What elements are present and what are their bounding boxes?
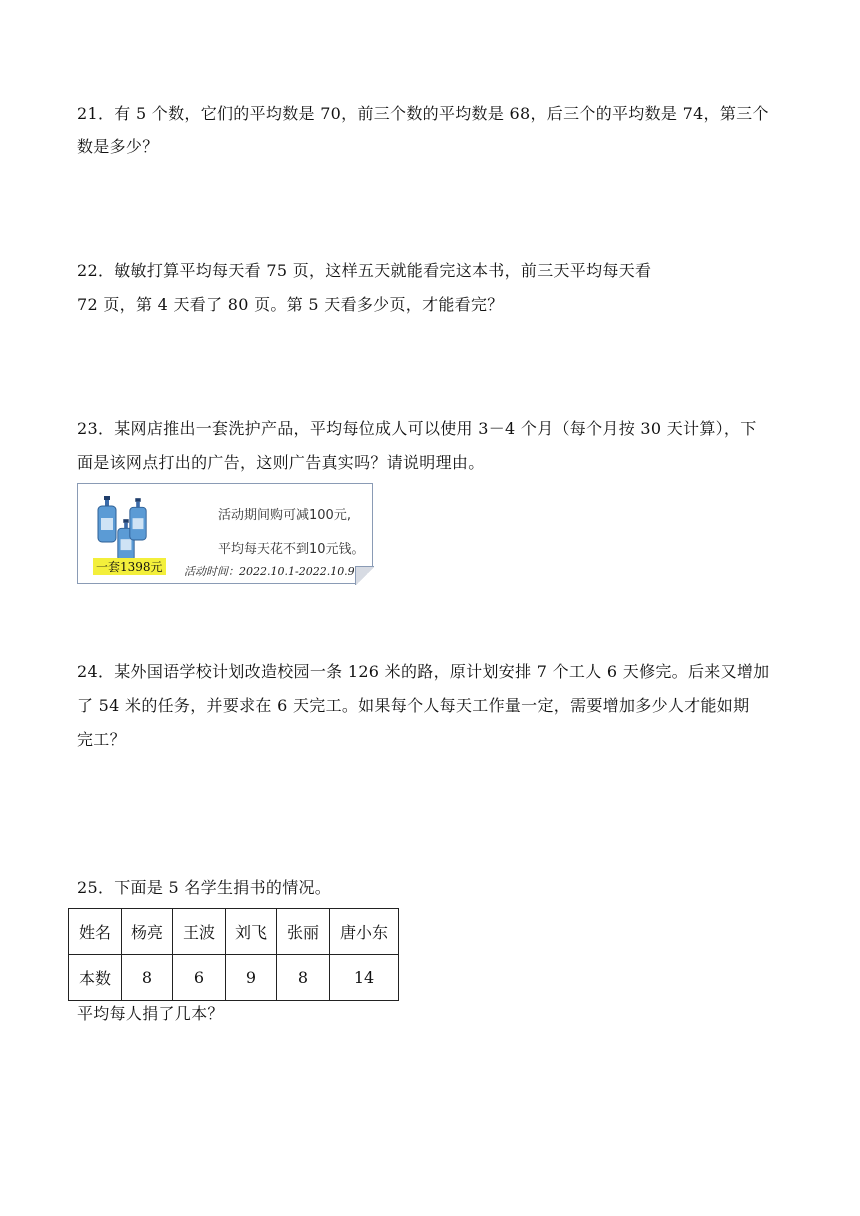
table-cell: 8 — [122, 955, 173, 1001]
q21-line2: 数是多少？ — [77, 137, 159, 156]
bottle-icon — [96, 496, 118, 544]
ad-discount-text: 活动期间购可减100元, — [218, 508, 351, 523]
table-cell: 6 — [173, 955, 226, 1001]
table-cell: 8 — [277, 955, 330, 1001]
q23-line2: 面是该网点打出的广告，这则广告真实吗？请说明理由。 — [77, 453, 485, 472]
q22-line2: 72 页，第 4 天看了 80 页。第 5 天看多少页，才能看完？ — [77, 295, 504, 314]
table-row — [69, 909, 399, 955]
table-cell: 杨亮 — [122, 909, 173, 955]
page-fold-corner — [355, 566, 374, 585]
q25-question: 平均每人捐了几本？ — [77, 1004, 224, 1023]
ad-daily-cost-text: 平均每天花不到10元钱。 — [218, 542, 365, 557]
table-row — [69, 955, 399, 1001]
table-cell: 唐小东 — [330, 909, 399, 955]
ad-price-label: 一套1398元 — [93, 558, 166, 575]
q21-line1: 21．有 5 个数，它们的平均数是 70，前三个数的平均数是 68，后三个的平均数是 74，第三个 — [77, 104, 769, 123]
q24-line3: 完工？ — [77, 730, 126, 749]
q24-line1: 24．某外国语学校计划改造校园一条 126 米的路，原计划安排 7 个工人 6 天修完。后来又增加 — [77, 662, 770, 681]
table-cell: 9 — [226, 955, 277, 1001]
table-cell: 王波 — [173, 909, 226, 955]
table-cell: 14 — [330, 955, 399, 1001]
bottle-icon — [128, 498, 148, 542]
q24-line2: 了 54 米的任务，并要求在 6 天完工。如果每个人每天工作量一定，需要增加多少人才能如期 — [77, 696, 750, 715]
donation-table — [68, 908, 399, 1001]
q23-line1: 23．某网店推出一套洗护产品，平均每位成人可以使用 3－4 个月（每个月按 30 天计算），下 — [77, 419, 757, 438]
q22-line1: 22．敏敏打算平均每天看 75 页，这样五天就能看完这本书，前三天平均每天看 — [77, 261, 652, 280]
table-cell: 刘飞 — [226, 909, 277, 955]
q25-line1: 25．下面是 5 名学生捐书的情况。 — [77, 878, 332, 897]
advertisement-card — [77, 483, 373, 584]
table-cell: 张丽 — [277, 909, 330, 955]
table-cell: 姓名 — [69, 909, 122, 955]
table-cell: 本数 — [69, 955, 122, 1001]
ad-time-text: 活动时间：2022.10.1-2022.10.9 — [184, 565, 355, 578]
